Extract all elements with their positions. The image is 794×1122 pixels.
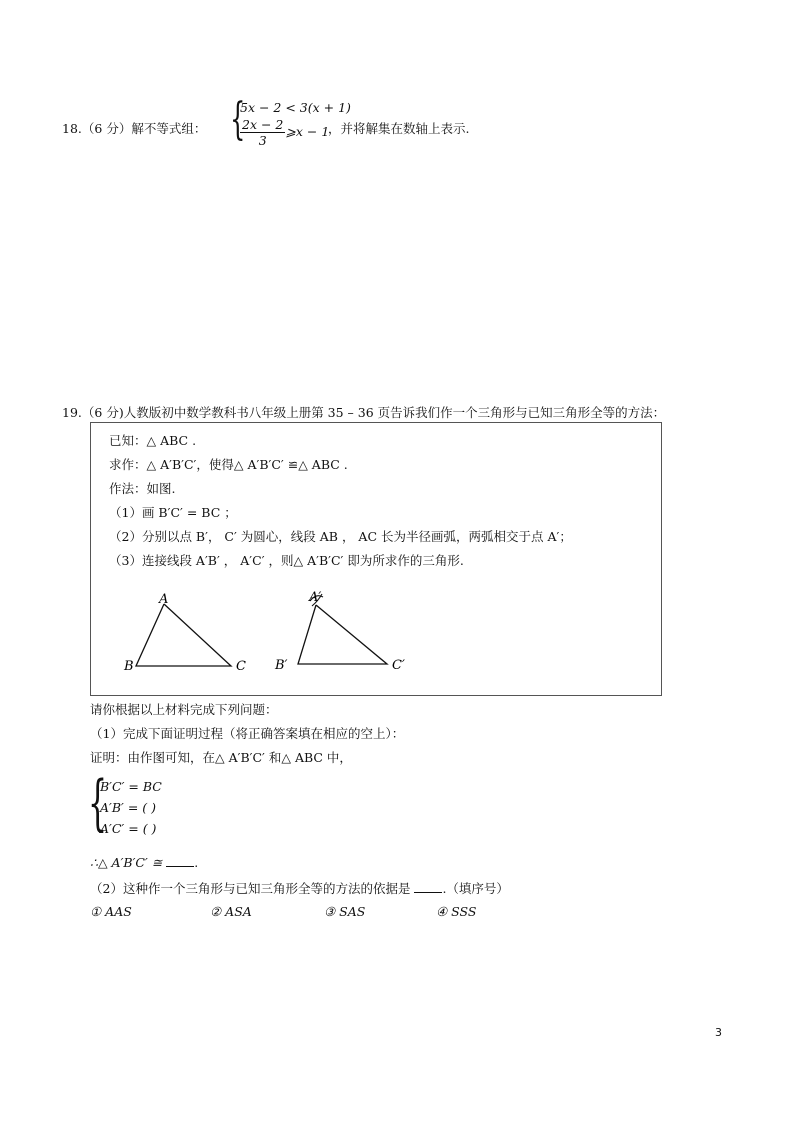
triangle-abc (136, 604, 231, 666)
label-c: C (236, 659, 246, 674)
q19-proof-intro: 证明：由作图可知，在△ A′B′C′ 和△ ABC 中， (90, 750, 352, 765)
box-method: 作法：如图. (109, 481, 176, 496)
q18-prompt: 解不等式组： (131, 121, 207, 136)
option-4: ④ SSS (436, 904, 477, 919)
label-a: A (159, 592, 169, 607)
q18-inequality-2 (240, 117, 329, 148)
q19-part-1: （1）完成下面证明过程（将正确答案填在相应的空上）： (90, 726, 405, 741)
box-find: 求作：△ A′B′C′，使得△ A′B′C′ ≌△ ABC . (109, 457, 348, 472)
q18-fraction-numerator: 2x − 2 (242, 117, 284, 132)
box-step-2: （2）分别以点 B′， C′ 为圆心，线段 AB ， AC 长为半径画弧，两弧相交于点 A′； (109, 529, 572, 544)
q18-tail: ，并将解集在数轴上表示. (328, 121, 470, 136)
option-1: ① AAS (90, 904, 132, 919)
q19-number: 19. (62, 405, 82, 420)
q18-fraction-denominator: 3 (258, 133, 267, 148)
q19-instruction: 请你根据以上材料完成下列问题： (90, 702, 278, 717)
label-b-prime: B′ (275, 658, 288, 673)
option-3: ③ SAS (324, 904, 366, 919)
q18-inequality-1: 5x − 2 < 3(x + 1) (240, 100, 351, 115)
label-a-prime: A′ (309, 590, 322, 605)
q18-number: 18.（6 分）解不等式组： (62, 121, 207, 136)
basis-blank[interactable] (414, 881, 442, 893)
box-step-3: （3）连接线段 A′B′ ， A′C′ ，则△ A′B′C′ 即为所求作的三角形. (109, 553, 464, 568)
q18-inequality-2-rhs: ⩾x − 1 (285, 124, 330, 139)
proof-conclusion: ∴△ A′B′C′ ≅ . (90, 855, 199, 870)
q19-intro: 19.（6 分)人教版初中数学教科书八年级上册第 35 – 36 页告诉我们作一个三角形与已知三角形全等的方法： (62, 405, 666, 420)
proof-condition-2: A′B′ = ( ) (100, 800, 157, 815)
conclusion-blank[interactable] (166, 855, 194, 867)
q18-brace: { (230, 94, 246, 145)
label-b: B (124, 659, 134, 674)
proof-condition-3: A′C′ = ( ) (100, 821, 157, 836)
triangle-figures (91, 423, 661, 695)
label-c-prime: C′ (392, 658, 405, 673)
proof-brace: { (88, 768, 108, 838)
box-known: 已知：△ ABC . (109, 433, 197, 448)
page-number: 3 (715, 1026, 722, 1039)
proof-condition-1: B′C′ = BC (100, 779, 162, 794)
q18-fraction (240, 117, 285, 148)
q18-score: （6 分） (81, 121, 132, 136)
q19-part-2: （2）这种作一个三角形与已知三角形全等的方法的依据是 .（填序号） (90, 881, 509, 896)
box-step-1: （1）画 B′C′ = BC ； (109, 505, 237, 520)
triangle-a-prime-b-prime-c-prime (298, 605, 387, 664)
q19-material-box (90, 422, 662, 696)
option-2: ② ASA (210, 904, 252, 919)
